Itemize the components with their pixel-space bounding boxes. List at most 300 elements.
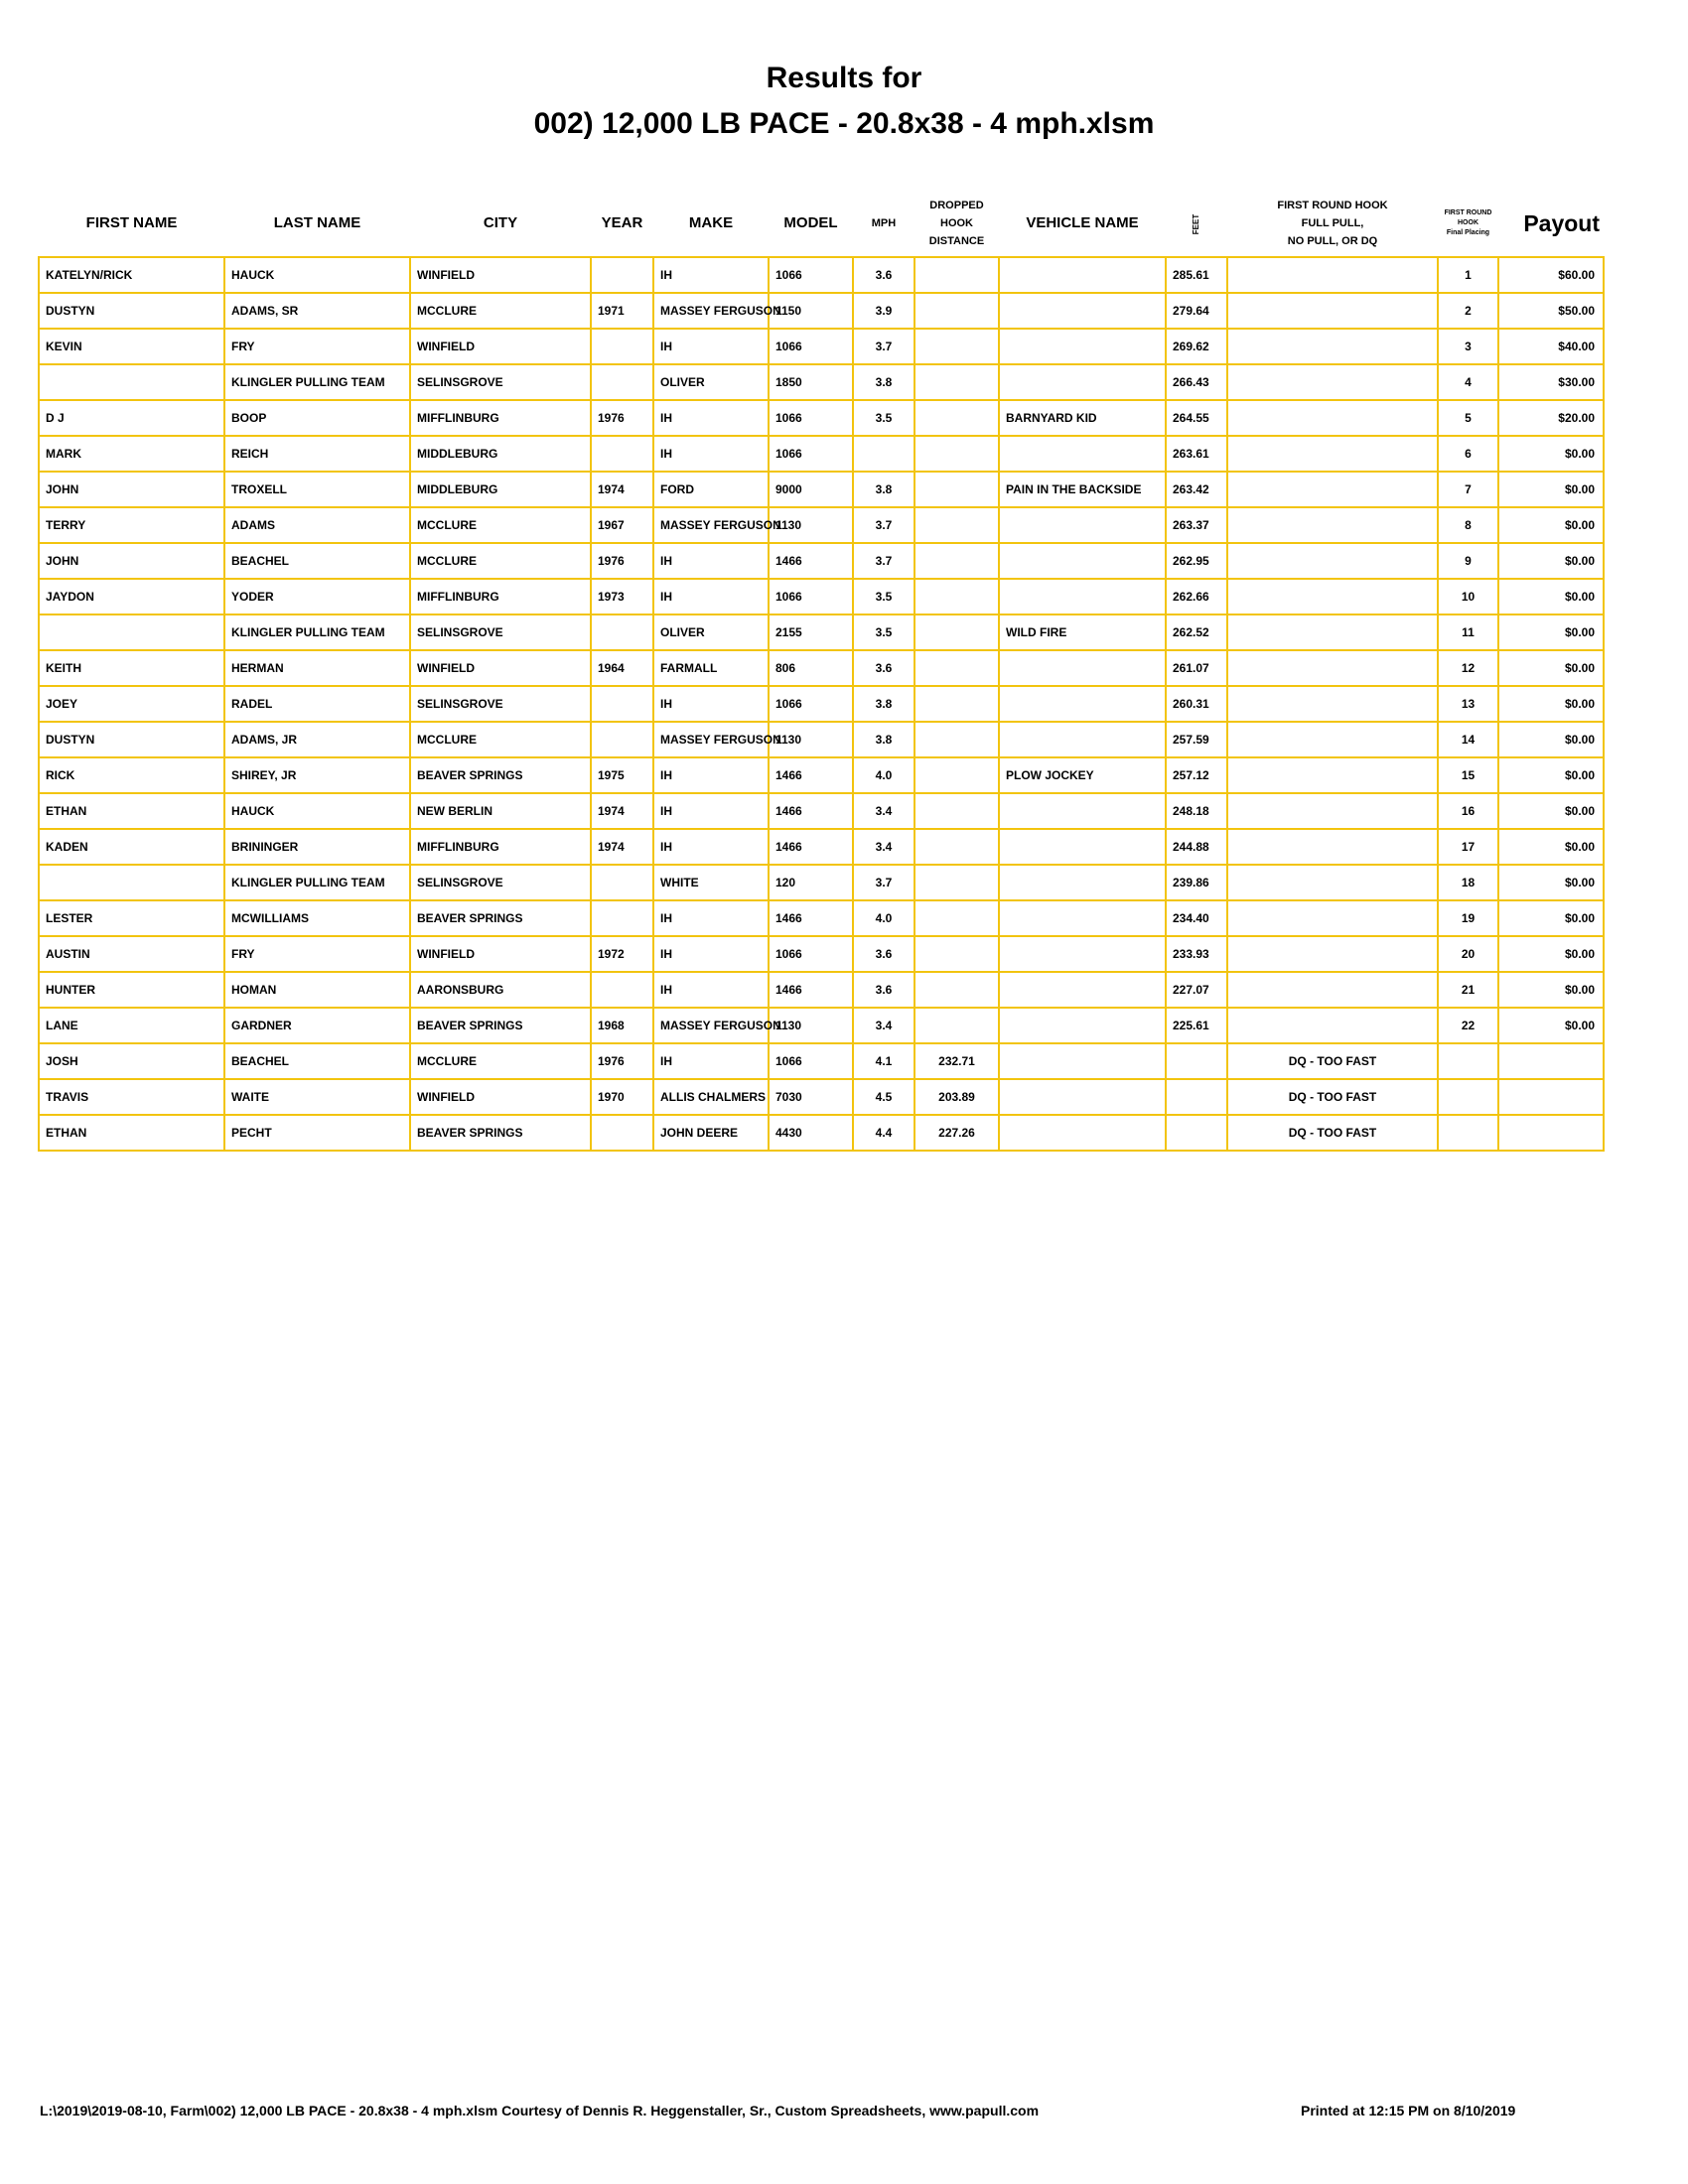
cell-first-round-result — [1227, 329, 1438, 364]
cell-payout: $0.00 — [1498, 472, 1604, 507]
cell-feet: 269.62 — [1166, 329, 1227, 364]
cell-year: 1976 — [591, 400, 653, 436]
cell-mph: 4.0 — [853, 757, 914, 793]
table-row — [39, 329, 1604, 364]
table-row — [39, 614, 1604, 650]
cell-model: 120 — [769, 865, 853, 900]
cell-mph: 3.4 — [853, 1008, 914, 1043]
cell-year: 1964 — [591, 650, 653, 686]
cell-vehicle-name — [999, 865, 1166, 900]
header-first-round-line3: NO PULL, OR DQ — [1287, 235, 1378, 247]
cell-mph: 3.7 — [853, 507, 914, 543]
cell-payout: $60.00 — [1498, 257, 1604, 293]
cell-payout: $30.00 — [1498, 364, 1604, 400]
cell-model: 1466 — [769, 829, 853, 865]
header-first-round-hook — [1227, 191, 1438, 257]
header-dropped-line2: HOOK — [940, 217, 973, 229]
cell-feet: 262.95 — [1166, 543, 1227, 579]
cell-make: IH — [653, 793, 769, 829]
cell-payout: $0.00 — [1498, 650, 1604, 686]
cell-make: JOHN DEERE — [653, 1115, 769, 1151]
table-row — [39, 900, 1604, 936]
cell-first-round-result — [1227, 936, 1438, 972]
cell-first-name: KADEN — [39, 829, 224, 865]
cell-last-name: REICH — [224, 436, 410, 472]
cell-final-placing: 3 — [1438, 329, 1498, 364]
cell-city: MIFFLINBURG — [410, 400, 591, 436]
cell-final-placing: 19 — [1438, 900, 1498, 936]
results-body — [39, 257, 1604, 1151]
cell-payout: $0.00 — [1498, 793, 1604, 829]
cell-vehicle-name — [999, 257, 1166, 293]
cell-dropped-hook-distance — [914, 293, 999, 329]
cell-year: 1968 — [591, 1008, 653, 1043]
cell-last-name: TROXELL — [224, 472, 410, 507]
cell-payout: $40.00 — [1498, 329, 1604, 364]
header-make: MAKE — [688, 214, 734, 231]
table-row — [39, 507, 1604, 543]
cell-first-round-result — [1227, 972, 1438, 1008]
cell-feet — [1166, 1043, 1227, 1079]
cell-mph: 3.8 — [853, 722, 914, 757]
cell-city: MCCLURE — [410, 1043, 591, 1079]
cell-feet — [1166, 1079, 1227, 1115]
cell-first-round-result — [1227, 650, 1438, 686]
cell-dropped-hook-distance — [914, 400, 999, 436]
cell-year: 1976 — [591, 1043, 653, 1079]
cell-final-placing: 6 — [1438, 436, 1498, 472]
cell-first-round-result — [1227, 722, 1438, 757]
cell-feet: 264.55 — [1166, 400, 1227, 436]
cell-last-name: MCWILLIAMS — [224, 900, 410, 936]
cell-dropped-hook-distance — [914, 257, 999, 293]
cell-make: WHITE — [653, 865, 769, 900]
cell-model: 1066 — [769, 1043, 853, 1079]
cell-city: SELINSGROVE — [410, 686, 591, 722]
table-row — [39, 543, 1604, 579]
cell-model: 1066 — [769, 936, 853, 972]
header-year: YEAR — [601, 214, 643, 231]
cell-vehicle-name: PLOW JOCKEY — [999, 757, 1166, 793]
cell-vehicle-name — [999, 686, 1166, 722]
cell-first-name: MARK — [39, 436, 224, 472]
cell-make: ALLIS CHALMERS — [653, 1079, 769, 1115]
cell-first-round-result — [1227, 614, 1438, 650]
cell-feet: 260.31 — [1166, 686, 1227, 722]
cell-vehicle-name: BARNYARD KID — [999, 400, 1166, 436]
cell-mph: 3.8 — [853, 686, 914, 722]
cell-model: 1466 — [769, 972, 853, 1008]
cell-vehicle-name — [999, 1008, 1166, 1043]
cell-first-round-result: DQ - TOO FAST — [1227, 1115, 1438, 1151]
cell-dropped-hook-distance — [914, 722, 999, 757]
cell-vehicle-name — [999, 722, 1166, 757]
cell-final-placing: 22 — [1438, 1008, 1498, 1043]
cell-model: 1466 — [769, 793, 853, 829]
results-table — [38, 191, 1605, 1152]
cell-mph: 3.8 — [853, 472, 914, 507]
cell-make: FORD — [653, 472, 769, 507]
cell-make: MASSEY FERGUSON — [653, 293, 769, 329]
cell-final-placing: 10 — [1438, 579, 1498, 614]
cell-final-placing: 20 — [1438, 936, 1498, 972]
cell-mph — [853, 436, 914, 472]
cell-dropped-hook-distance — [914, 543, 999, 579]
cell-feet: 227.07 — [1166, 972, 1227, 1008]
cell-payout: $0.00 — [1498, 614, 1604, 650]
cell-final-placing: 2 — [1438, 293, 1498, 329]
page-title: Results for — [766, 62, 922, 94]
cell-first-round-result — [1227, 293, 1438, 329]
cell-dropped-hook-distance — [914, 436, 999, 472]
cell-city: MIFFLINBURG — [410, 579, 591, 614]
cell-make: MASSEY FERGUSON — [653, 1008, 769, 1043]
cell-mph: 3.6 — [853, 936, 914, 972]
cell-first-round-result — [1227, 829, 1438, 865]
cell-model: 7030 — [769, 1079, 853, 1115]
cell-payout: $0.00 — [1498, 579, 1604, 614]
header-vehicle-name: VEHICLE NAME — [1026, 214, 1139, 231]
cell-model: 1466 — [769, 900, 853, 936]
cell-year: 1971 — [591, 293, 653, 329]
cell-make: IH — [653, 900, 769, 936]
cell-mph: 3.4 — [853, 829, 914, 865]
header-row — [39, 191, 1604, 257]
cell-feet: 248.18 — [1166, 793, 1227, 829]
cell-year: 1967 — [591, 507, 653, 543]
table-row — [39, 972, 1604, 1008]
header-feet — [1166, 191, 1227, 257]
page-footer — [40, 2103, 1516, 2118]
cell-model: 1066 — [769, 686, 853, 722]
cell-first-name: LANE — [39, 1008, 224, 1043]
cell-make: IH — [653, 936, 769, 972]
cell-first-name: TRAVIS — [39, 1079, 224, 1115]
table-row — [39, 293, 1604, 329]
cell-feet: 244.88 — [1166, 829, 1227, 865]
table-row — [39, 364, 1604, 400]
header-placing-line2: HOOK — [1458, 219, 1478, 226]
cell-final-placing: 11 — [1438, 614, 1498, 650]
cell-vehicle-name — [999, 293, 1166, 329]
table-row — [39, 1043, 1604, 1079]
table-row — [39, 1079, 1604, 1115]
cell-dropped-hook-distance — [914, 972, 999, 1008]
cell-make: MASSEY FERGUSON — [653, 507, 769, 543]
cell-vehicle-name — [999, 507, 1166, 543]
cell-city: MCCLURE — [410, 543, 591, 579]
cell-last-name: ADAMS, JR — [224, 722, 410, 757]
cell-last-name: BEACHEL — [224, 1043, 410, 1079]
cell-final-placing: 12 — [1438, 650, 1498, 686]
cell-make: OLIVER — [653, 364, 769, 400]
cell-feet: 257.59 — [1166, 722, 1227, 757]
cell-mph: 3.6 — [853, 650, 914, 686]
cell-first-round-result — [1227, 900, 1438, 936]
cell-first-name: KEITH — [39, 650, 224, 686]
cell-mph: 4.5 — [853, 1079, 914, 1115]
cell-final-placing: 7 — [1438, 472, 1498, 507]
cell-year: 1972 — [591, 936, 653, 972]
cell-dropped-hook-distance — [914, 614, 999, 650]
header-last-name: LAST NAME — [273, 214, 361, 231]
cell-first-round-result — [1227, 1008, 1438, 1043]
cell-first-name: D J — [39, 400, 224, 436]
table-row — [39, 936, 1604, 972]
cell-final-placing: 1 — [1438, 257, 1498, 293]
cell-dropped-hook-distance — [914, 865, 999, 900]
page-subtitle: 002) 12,000 LB PACE - 20.8x38 - 4 mph.xlsm — [533, 107, 1155, 140]
table-row — [39, 257, 1604, 293]
cell-final-placing: 4 — [1438, 364, 1498, 400]
cell-final-placing: 8 — [1438, 507, 1498, 543]
cell-model: 1130 — [769, 507, 853, 543]
cell-first-round-result — [1227, 436, 1438, 472]
cell-first-round-result — [1227, 507, 1438, 543]
cell-model: 1066 — [769, 400, 853, 436]
cell-final-placing: 16 — [1438, 793, 1498, 829]
cell-city: MIDDLEBURG — [410, 472, 591, 507]
cell-payout: $0.00 — [1498, 829, 1604, 865]
cell-mph: 3.8 — [853, 364, 914, 400]
cell-payout: $50.00 — [1498, 293, 1604, 329]
cell-final-placing: 15 — [1438, 757, 1498, 793]
cell-feet: 263.61 — [1166, 436, 1227, 472]
cell-model: 1850 — [769, 364, 853, 400]
cell-first-name: JOHN — [39, 543, 224, 579]
cell-city: NEW BERLIN — [410, 793, 591, 829]
header-feet-label: FEET — [1191, 213, 1200, 235]
cell-model: 1466 — [769, 543, 853, 579]
cell-year: 1974 — [591, 829, 653, 865]
cell-payout — [1498, 1043, 1604, 1079]
cell-last-name: WAITE — [224, 1079, 410, 1115]
cell-feet: 239.86 — [1166, 865, 1227, 900]
table-row — [39, 793, 1604, 829]
cell-year — [591, 364, 653, 400]
cell-payout: $0.00 — [1498, 865, 1604, 900]
cell-first-name: DUSTYN — [39, 293, 224, 329]
cell-first-name — [39, 614, 224, 650]
cell-vehicle-name — [999, 650, 1166, 686]
cell-payout: $20.00 — [1498, 400, 1604, 436]
cell-mph: 3.6 — [853, 257, 914, 293]
cell-dropped-hook-distance — [914, 793, 999, 829]
cell-final-placing — [1438, 1079, 1498, 1115]
table-row — [39, 579, 1604, 614]
cell-vehicle-name — [999, 579, 1166, 614]
cell-mph: 3.7 — [853, 329, 914, 364]
cell-first-name: JOSH — [39, 1043, 224, 1079]
cell-payout: $0.00 — [1498, 757, 1604, 793]
cell-payout — [1498, 1079, 1604, 1115]
cell-payout: $0.00 — [1498, 722, 1604, 757]
header-first-round-line1: FIRST ROUND HOOK — [1277, 200, 1388, 211]
cell-vehicle-name — [999, 793, 1166, 829]
cell-make: IH — [653, 400, 769, 436]
cell-first-name: HUNTER — [39, 972, 224, 1008]
cell-vehicle-name — [999, 900, 1166, 936]
cell-make: IH — [653, 579, 769, 614]
cell-last-name: BOOP — [224, 400, 410, 436]
cell-city: BEAVER SPRINGS — [410, 900, 591, 936]
header-dropped-line3: DISTANCE — [928, 235, 985, 247]
cell-mph: 4.1 — [853, 1043, 914, 1079]
cell-vehicle-name: PAIN IN THE BACKSIDE — [999, 472, 1166, 507]
cell-make: MASSEY FERGUSON — [653, 722, 769, 757]
cell-last-name: ADAMS — [224, 507, 410, 543]
cell-city: MCCLURE — [410, 722, 591, 757]
cell-dropped-hook-distance — [914, 650, 999, 686]
cell-first-name — [39, 865, 224, 900]
cell-vehicle-name — [999, 829, 1166, 865]
cell-last-name: FRY — [224, 936, 410, 972]
cell-year — [591, 614, 653, 650]
cell-city: BEAVER SPRINGS — [410, 1115, 591, 1151]
header-first-round-line2: FULL PULL, — [1301, 217, 1364, 229]
cell-first-name: TERRY — [39, 507, 224, 543]
cell-last-name: GARDNER — [224, 1008, 410, 1043]
cell-dropped-hook-distance: 203.89 — [914, 1079, 999, 1115]
cell-vehicle-name — [999, 1115, 1166, 1151]
header-mph: MPH — [871, 217, 897, 229]
cell-vehicle-name — [999, 543, 1166, 579]
cell-make: IH — [653, 257, 769, 293]
cell-last-name: BEACHEL — [224, 543, 410, 579]
cell-last-name: FRY — [224, 329, 410, 364]
table-row — [39, 829, 1604, 865]
table-row — [39, 400, 1604, 436]
cell-last-name: YODER — [224, 579, 410, 614]
cell-vehicle-name — [999, 972, 1166, 1008]
cell-dropped-hook-distance — [914, 1008, 999, 1043]
cell-dropped-hook-distance — [914, 829, 999, 865]
cell-payout: $0.00 — [1498, 507, 1604, 543]
cell-payout: $0.00 — [1498, 543, 1604, 579]
cell-last-name: RADEL — [224, 686, 410, 722]
cell-mph: 4.0 — [853, 900, 914, 936]
cell-city: MCCLURE — [410, 507, 591, 543]
cell-first-round-result: DQ - TOO FAST — [1227, 1079, 1438, 1115]
cell-make: IH — [653, 686, 769, 722]
cell-first-name: KEVIN — [39, 329, 224, 364]
cell-payout: $0.00 — [1498, 900, 1604, 936]
cell-city: MIFFLINBURG — [410, 829, 591, 865]
cell-city: SELINSGROVE — [410, 614, 591, 650]
cell-first-name: RICK — [39, 757, 224, 793]
cell-city: WINFIELD — [410, 257, 591, 293]
cell-dropped-hook-distance: 232.71 — [914, 1043, 999, 1079]
cell-feet: 225.61 — [1166, 1008, 1227, 1043]
cell-model: 806 — [769, 650, 853, 686]
header-model: MODEL — [783, 214, 838, 231]
cell-payout: $0.00 — [1498, 436, 1604, 472]
cell-first-round-result — [1227, 472, 1438, 507]
header-dropped-hook-distance — [914, 191, 999, 257]
cell-last-name: KLINGLER PULLING TEAM — [224, 364, 410, 400]
cell-make: OLIVER — [653, 614, 769, 650]
cell-first-round-result — [1227, 686, 1438, 722]
cell-make: FARMALL — [653, 650, 769, 686]
cell-make: IH — [653, 543, 769, 579]
cell-first-name: ETHAN — [39, 793, 224, 829]
cell-payout: $0.00 — [1498, 972, 1604, 1008]
cell-mph: 3.7 — [853, 543, 914, 579]
cell-payout: $0.00 — [1498, 686, 1604, 722]
cell-final-placing — [1438, 1043, 1498, 1079]
cell-dropped-hook-distance — [914, 686, 999, 722]
cell-first-name: ETHAN — [39, 1115, 224, 1151]
cell-first-name: JOHN — [39, 472, 224, 507]
cell-make: IH — [653, 329, 769, 364]
cell-first-round-result — [1227, 865, 1438, 900]
cell-year — [591, 865, 653, 900]
cell-city: MIDDLEBURG — [410, 436, 591, 472]
cell-model: 1130 — [769, 722, 853, 757]
cell-year: 1975 — [591, 757, 653, 793]
cell-year — [591, 1115, 653, 1151]
cell-feet: 262.52 — [1166, 614, 1227, 650]
cell-dropped-hook-distance — [914, 757, 999, 793]
cell-dropped-hook-distance — [914, 364, 999, 400]
cell-first-name: LESTER — [39, 900, 224, 936]
cell-mph: 3.9 — [853, 293, 914, 329]
cell-first-round-result — [1227, 793, 1438, 829]
header-dropped-line1: DROPPED — [929, 200, 984, 211]
header-placing-line1: FIRST ROUND — [1444, 209, 1492, 216]
cell-final-placing: 5 — [1438, 400, 1498, 436]
cell-first-round-result — [1227, 257, 1438, 293]
cell-first-name: KATELYN/RICK — [39, 257, 224, 293]
cell-model: 4430 — [769, 1115, 853, 1151]
cell-year — [591, 329, 653, 364]
cell-model: 9000 — [769, 472, 853, 507]
cell-make: IH — [653, 972, 769, 1008]
cell-first-round-result — [1227, 400, 1438, 436]
cell-final-placing: 18 — [1438, 865, 1498, 900]
cell-dropped-hook-distance — [914, 936, 999, 972]
cell-feet: 285.61 — [1166, 257, 1227, 293]
cell-make: IH — [653, 757, 769, 793]
cell-year — [591, 686, 653, 722]
cell-first-round-result — [1227, 579, 1438, 614]
cell-first-round-result — [1227, 364, 1438, 400]
cell-vehicle-name — [999, 1043, 1166, 1079]
cell-last-name: ADAMS, SR — [224, 293, 410, 329]
table-row — [39, 472, 1604, 507]
cell-last-name: HAUCK — [224, 257, 410, 293]
cell-first-name — [39, 364, 224, 400]
cell-city: BEAVER SPRINGS — [410, 757, 591, 793]
cell-year — [591, 972, 653, 1008]
cell-last-name: HAUCK — [224, 793, 410, 829]
cell-dropped-hook-distance — [914, 900, 999, 936]
cell-dropped-hook-distance — [914, 507, 999, 543]
footer-file-path: L:\2019\2019-08-10, Farm\002) 12,000 LB PACE - 20.8x38 - 4 mph.xlsm Courtesy of Dennis R. Heggenstaller, Sr., Custom Spreadsheets, www.papull.com — [40, 2103, 1040, 2118]
cell-city: WINFIELD — [410, 1079, 591, 1115]
table-row — [39, 686, 1604, 722]
cell-model: 1066 — [769, 257, 853, 293]
cell-model: 2155 — [769, 614, 853, 650]
cell-model: 1066 — [769, 329, 853, 364]
cell-city: MCCLURE — [410, 293, 591, 329]
cell-feet: 263.37 — [1166, 507, 1227, 543]
cell-first-round-result — [1227, 757, 1438, 793]
cell-feet: 279.64 — [1166, 293, 1227, 329]
header-final-placing — [1438, 191, 1498, 257]
cell-year — [591, 257, 653, 293]
cell-vehicle-name — [999, 364, 1166, 400]
